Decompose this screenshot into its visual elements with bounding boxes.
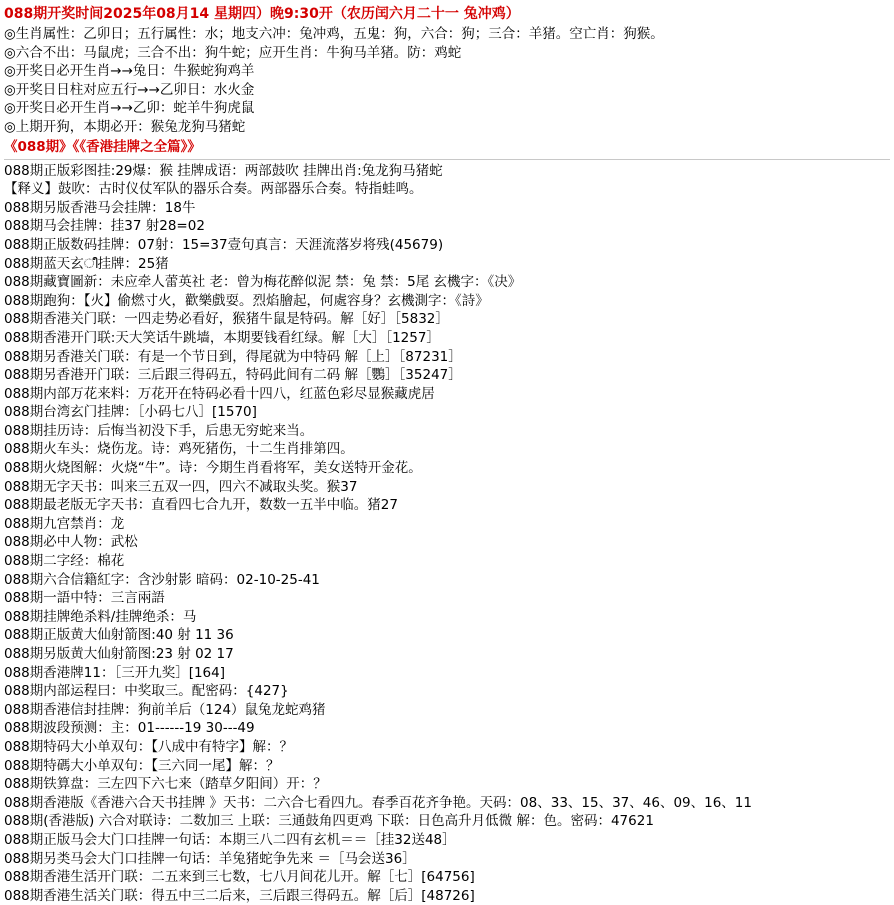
circle-marker-icon: ◎ [4, 81, 16, 98]
circle-marker-icon: ◎ [4, 44, 16, 61]
attribute-text: 开奖日必开生肖→→乙卯：蛇羊牛狗虎鼠 [15, 100, 255, 117]
list-item: 088期九宫禁肖：龙 [4, 515, 125, 532]
list-item: 088期跑狗：【火】偷燃寸火，歡樂戲耍。烈焰膾起，何處容身？玄機測字：《詩》 [4, 292, 489, 309]
attribute-line [0, 25, 894, 44]
attribute-text: 生肖属性：乙卯日；五行属性：水；地支六冲：兔冲鸡，五鬼：狗，六合：狗；三合：羊猪。空亡肖：狗猴。 [15, 26, 664, 42]
list-item: 088期正版彩图挂:29爆：猴 挂牌成语：两部鼓吹 挂牌出肖:兔龙狗马猪蛇 [4, 162, 443, 179]
list-item: 088期另版黄大仙射箭图:23 射 02 17 [4, 646, 234, 662]
attribute-text: 开奖日日柱对应五行→→乙卯日：水火金 [15, 81, 255, 98]
list-item: 088期正版数码挂牌：07射：15=37壹句真言：天涯流落岁将残(45679) [4, 236, 444, 253]
section-title: 《088期》《《香港挂牌之全篇》》 [4, 138, 201, 155]
list-item: 088期香港开门联:天大笑话牛跳墙，本期要钱看红绿。解［大］［1257］ [4, 329, 440, 346]
list-item: 088期内部万花来料：万花开在特码必看十四八，红蓝色彩尽显猴藏虎居 [4, 385, 435, 402]
attribute-text: 开奖日必开生肖→→兔日：牛猴蛇狗鸡羊 [15, 63, 255, 80]
list-item: 088期香港信封挂牌：狗前羊后（124）鼠兔龙蛇鸡猪 [4, 701, 326, 718]
list-item: 088期一語中特：三言兩語 [4, 590, 165, 607]
list-item: 088期必中人物：武松 [4, 534, 138, 551]
entry-list [0, 162, 894, 905]
divider [4, 159, 890, 160]
attribute-line [0, 99, 894, 118]
list-item: 088期蓝天玄ീ挂牌：25猪 [4, 255, 169, 272]
list-item: 088期香港牌11：［三开九奖］[164] [4, 664, 225, 681]
circle-marker-icon: ◎ [4, 118, 16, 135]
list-item: 088期(香港版) 六合对联诗：二数加三 上联：三通鼓角四更鸡 下联：日色高升月低微 解：色。密码：47621 [4, 813, 654, 830]
list-item: 088期另版香港马会挂牌：18牛 [4, 199, 196, 216]
list-item: 088期马会挂牌：挂37 射28=02 [4, 218, 205, 235]
list-item: 088期台湾玄门挂牌：［小码七八］[1570] [4, 404, 257, 421]
list-item: 088期另香港开门联：三后跟三得码五，特码此间有二码 解［鸚］［35247］ [4, 367, 462, 384]
circle-marker-icon: ◎ [4, 100, 16, 117]
list-item: 088期内部运程曰：中奖取三。配密码：{427} [4, 683, 289, 700]
list-item: 088期火烧图解：火烧“牛”。诗：今期生肖看将军，美女送特开金花。 [4, 460, 422, 477]
circle-marker-icon: ◎ [4, 26, 16, 42]
attribute-line [0, 62, 894, 81]
list-item: 088期藏寶圖新：未应牵人蕾英社 老：曾为梅花醉似泥 禁：兔 禁：5尾 玄機字：《决》 [4, 274, 522, 291]
list-item: 088期波段预测：主：01------19 30---49 [4, 720, 255, 737]
attribute-text: 上期开狗，本期必开：猴兔龙狗马猪蛇 [15, 118, 246, 135]
list-item: 088期二字经：棉花 [4, 553, 125, 570]
attribute-list [0, 25, 894, 137]
list-item: 088期香港版《香港六合天书挂牌 》天书：二六合七看四九。春季百花齐争艳。天码：08、33、15、37、46、09、16、11 [4, 794, 752, 811]
list-item: 088期正版黄大仙射箭图:40 射 11 36 [4, 627, 234, 644]
list-item: 088期最老版无字天书：直看四七合九开，数数一五半中临。猪27 [4, 497, 398, 514]
page-title: 088期开奖时间2025年08月14 星期四）晚9:30开（农历闰六月二十一 兔冲鸡） [4, 6, 520, 22]
list-item: 088期特码大小单双句：【八成中有特字】解：？ [4, 738, 294, 755]
list-item: 【释义】鼓吹：古时仪仗军队的器乐合奏。两部器乐合奏。特指蛙鸣。 [4, 181, 423, 198]
list-item: 088期无字天书：叫来三五双一四，四六不减取头奖。猴37 [4, 478, 358, 495]
list-item: 088期六合信籍紅字：含沙射影 暗码：02-10-25-41 [4, 571, 320, 588]
list-item: 088期铁算盘：三左四下六七来（踏草夕阳间）开：？ [4, 776, 327, 793]
list-item: 088期火车头：烧伤龙。诗：鸡死猪伤，十二生肖排第四。 [4, 441, 354, 458]
list-item: 088期特碼大小单双句：【三六同一尾】解：？ [4, 757, 280, 774]
list-item: 088期挂历诗：后悔当初没下手，后患无穷蛇来当。 [4, 422, 314, 439]
attribute-text: 六合不出：马鼠虎；三合不出：狗牛蛇；应开生肖：牛狗马羊猪。防：鸡蛇 [15, 44, 462, 61]
attribute-line [0, 44, 894, 63]
list-item: 088期另类马会大门口挂牌一句话：羊兔猪蛇争先来 ＝［马会送36］ [4, 850, 416, 867]
list-item: 088期香港生活开门联：二五来到三七数，七八月间花儿开。解［七］[64756] [4, 869, 475, 886]
list-item: 088期香港关门联：一四走势必看好，猴猪牛鼠是特码。解［好］［5832］ [4, 311, 449, 328]
list-item: 088期正版马会大门口挂牌一句话：本期三八二四有玄机＝＝［挂32送48］ [4, 831, 456, 848]
list-item: 088期香港生活关门联：得五中三二后来，三后跟三得码五。解［后］[48726] [4, 887, 475, 904]
circle-marker-icon: ◎ [4, 63, 16, 80]
attribute-line [0, 118, 894, 137]
list-item: 088期挂牌绝杀料/挂牌绝杀：马 [4, 608, 197, 625]
list-item: 088期另香港关门联：有是一个节日到，得尾就为中特码 解［上］［87231］ [4, 348, 462, 365]
attribute-line [0, 81, 894, 100]
